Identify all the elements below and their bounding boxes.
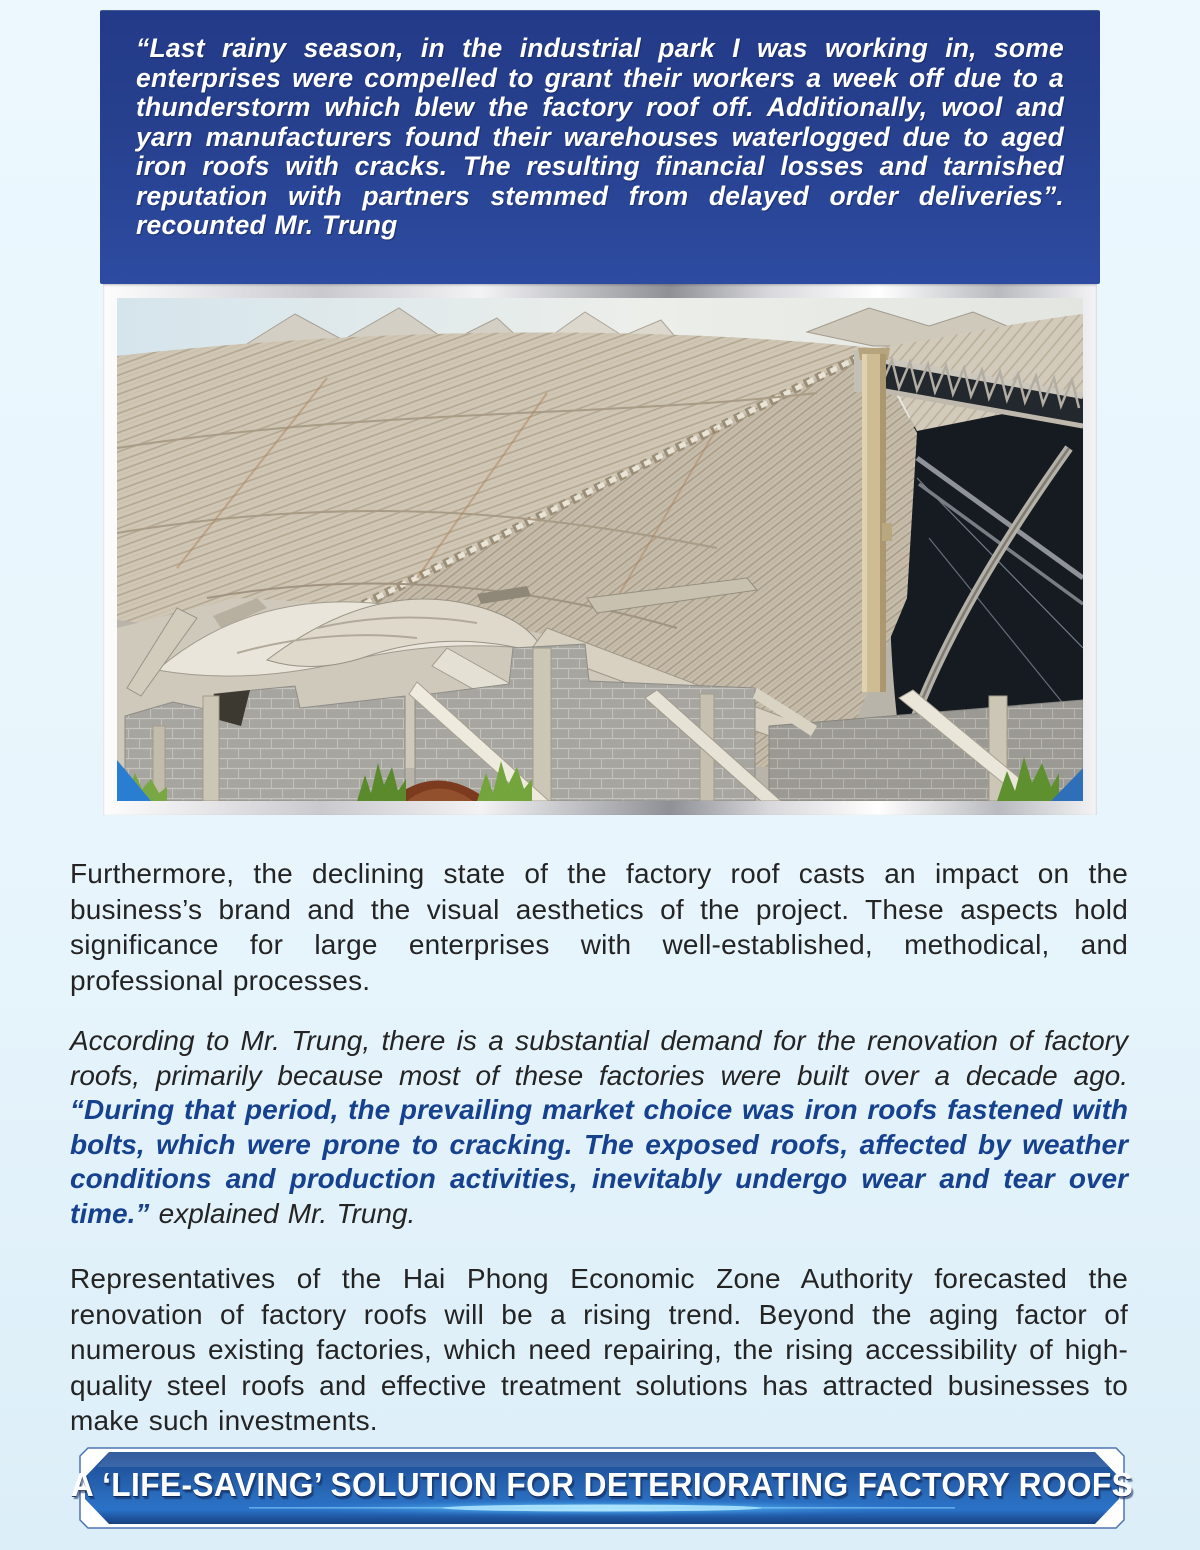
quote-box xyxy=(100,10,1100,284)
paragraph-representatives: Representatives of the Hai Phong Economic Zone Authority forecasted the renovation of factory roofs will be a rising trend. Beyond the aging factor of numerous existing factories, which need repairing, the rising accessibility of high-quality steel roofs and effective treatment solutions has attracted businesses to make such investments. xyxy=(70,1263,1128,1436)
paragraph-according xyxy=(70,1024,1128,1231)
banner-title: A ‘LIFE-SAVING’ SOLUTION FOR DETERIORATING FACTORY ROOFS xyxy=(70,1466,1134,1503)
paragraph-furthermore: Furthermore, the declining state of the factory roof casts an impact on the business’s brand and the visual aesthetics of the project. These aspects hold significance for large enterprises with well-established, methodical, and professional processes. xyxy=(70,858,1128,996)
collapsed-roof-photo xyxy=(117,298,1083,801)
quote-text: “Last rainy season, in the industrial park I was working in, some enterprises were compelled to grant their workers a week off due to a thunderstorm which blew the factory roof off. Additionally, wool and yarn manufacturers found their warehouses waterlogged due to aged iron roofs with cracks. The resulting financial losses and tarnished reputation with partners stemmed from delayed order deliveries”. recounted Mr. Trung xyxy=(136,33,1064,240)
p2-intro: According to Mr. Trung, there is a substantial demand for the renovation of factory roofs, primarily because most of these factories were built over a decade ago. xyxy=(70,1025,1128,1091)
article-body xyxy=(70,856,1128,1439)
p2-bold-quote: “During that period, the prevailing market choice was iron roofs fastened with bolts, which were prone to cracking. The exposed roofs, affected by weather conditions and production activities, inevitably undergo wear and tear over time.” xyxy=(70,1094,1128,1229)
section-banner xyxy=(70,1447,1134,1529)
photo-frame xyxy=(103,284,1097,815)
p2-attribution: explained Mr. Trung. xyxy=(149,1197,416,1229)
